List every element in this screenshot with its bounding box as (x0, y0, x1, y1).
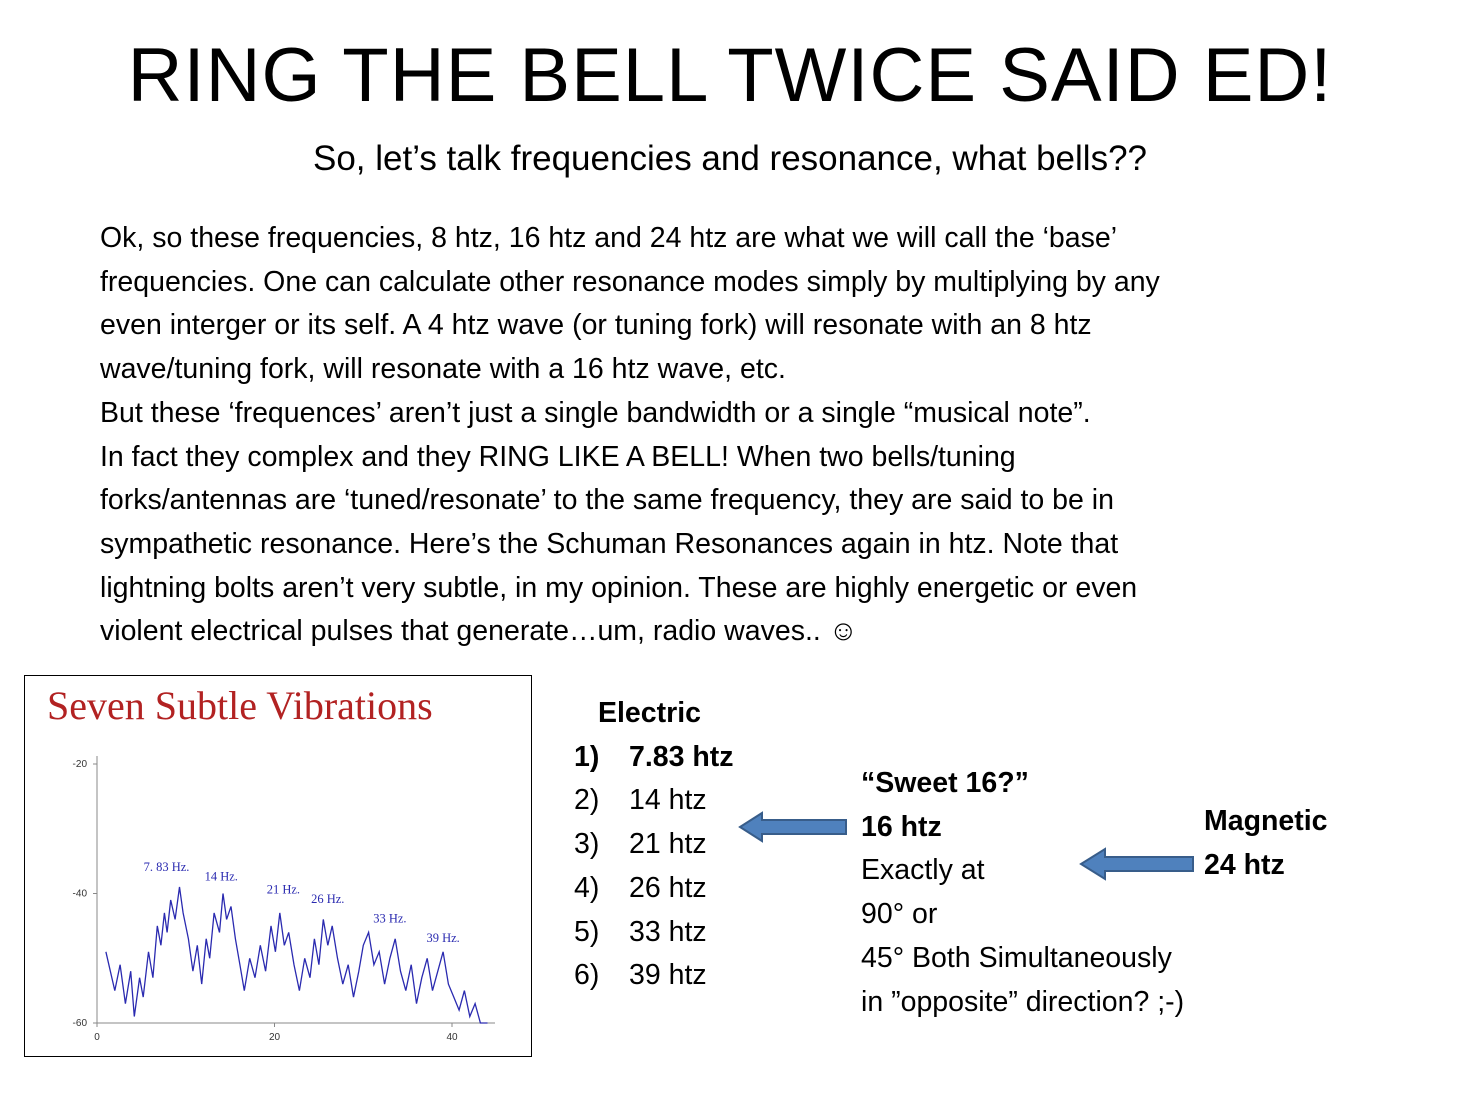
chart-title: Seven Subtle Vibrations (47, 683, 433, 728)
x-tick-label: 20 (268, 1032, 281, 1043)
sweet-line: in ”opposite” direction? ;-) (861, 985, 1185, 1018)
list-number: 6) (574, 959, 600, 992)
peak-label: 33 Hz. (373, 911, 407, 926)
spectrum-plot (25, 676, 531, 1056)
body-line: forks/antennas are ‘tuned/resonate’ to the same frequency, they are said to be in (100, 484, 1114, 517)
x-tick-label: 40 (446, 1032, 458, 1043)
electric-item (574, 867, 734, 911)
sweet-frequency: 16 htz (861, 810, 942, 843)
list-number: 3) (574, 828, 600, 861)
body-paragraph (100, 217, 1420, 654)
magnetic-heading: Magnetic (1204, 805, 1328, 837)
electric-item (574, 779, 734, 823)
list-value: 33 htz (629, 915, 707, 948)
electric-item (574, 911, 734, 955)
page-subtitle: So, let’s talk frequencies and resonance, what bells?? (312, 139, 1148, 178)
list-value: 7.83 htz (629, 740, 734, 773)
page-title: RING THE BELL TWICE SAID ED! (127, 33, 1333, 118)
electric-item (574, 823, 734, 867)
spectrum-series-line (106, 887, 488, 1023)
list-value: 21 htz (629, 828, 707, 861)
list-value: 39 htz (629, 959, 707, 992)
list-number: 4) (574, 871, 600, 904)
list-number: 1) (574, 740, 600, 773)
left-arrow-icon (738, 811, 850, 843)
sweet-heading: “Sweet 16?” (861, 767, 1029, 799)
body-line: wave/tuning fork, will resonate with a 16 htz wave, etc. (100, 353, 786, 386)
electric-heading: Electric (598, 697, 701, 729)
left-arrow-icon (1079, 847, 1197, 881)
body-line: sympathetic resonance. Here’s the Schuman Resonances again in htz. Note that (100, 527, 1119, 560)
magnetic-block (1204, 800, 1328, 887)
peak-label: 39 Hz. (426, 931, 460, 946)
y-tick-label: -60 (72, 1018, 87, 1029)
body-line: Ok, so these frequencies, 8 htz, 16 htz and 24 htz are what we will call the ‘base’ (100, 222, 1118, 254)
y-tick-label: -40 (72, 888, 87, 900)
y-tick-label: -20 (72, 759, 87, 770)
body-line: But these ‘frequences’ aren’t just a single bandwidth or a single “musical note”. (100, 396, 1091, 429)
electric-item (574, 954, 734, 998)
sweet-line: 90° or (861, 898, 938, 931)
sweet-line: 45° Both Simultaneously (861, 941, 1172, 974)
electric-item (574, 736, 734, 780)
sweet-line: Exactly at (861, 854, 985, 887)
peak-label: 7. 83 Hz. (143, 859, 190, 874)
body-line: lightning bolts aren’t very subtle, in my opinion. These are highly energetic or even (100, 571, 1138, 604)
list-number: 5) (574, 915, 600, 948)
list-value: 26 htz (629, 871, 707, 904)
list-number: 2) (574, 784, 600, 817)
body-line: even interger or its self. A 4 htz wave (or tuning fork) will resonate with an 8 htz (100, 309, 1092, 342)
electric-list (574, 692, 734, 998)
peak-label: 21 Hz. (266, 882, 301, 897)
magnetic-frequency: 24 htz (1204, 848, 1285, 881)
peak-label: 14 Hz. (204, 869, 238, 884)
list-value: 14 htz (629, 784, 707, 817)
body-line: violent electrical pulses that generate…um, radio waves.. ☺ (100, 615, 858, 648)
body-line: frequencies. One can calculate other resonance modes simply by multiplying by any (100, 265, 1160, 298)
spectrum-chart (24, 675, 532, 1057)
body-line: In fact they complex and they RING LIKE A BELL! When two bells/tuning (100, 440, 1016, 473)
x-tick-label: 0 (94, 1032, 100, 1043)
peak-label: 26 Hz. (311, 892, 345, 907)
sweet-16-block (861, 762, 1184, 1024)
